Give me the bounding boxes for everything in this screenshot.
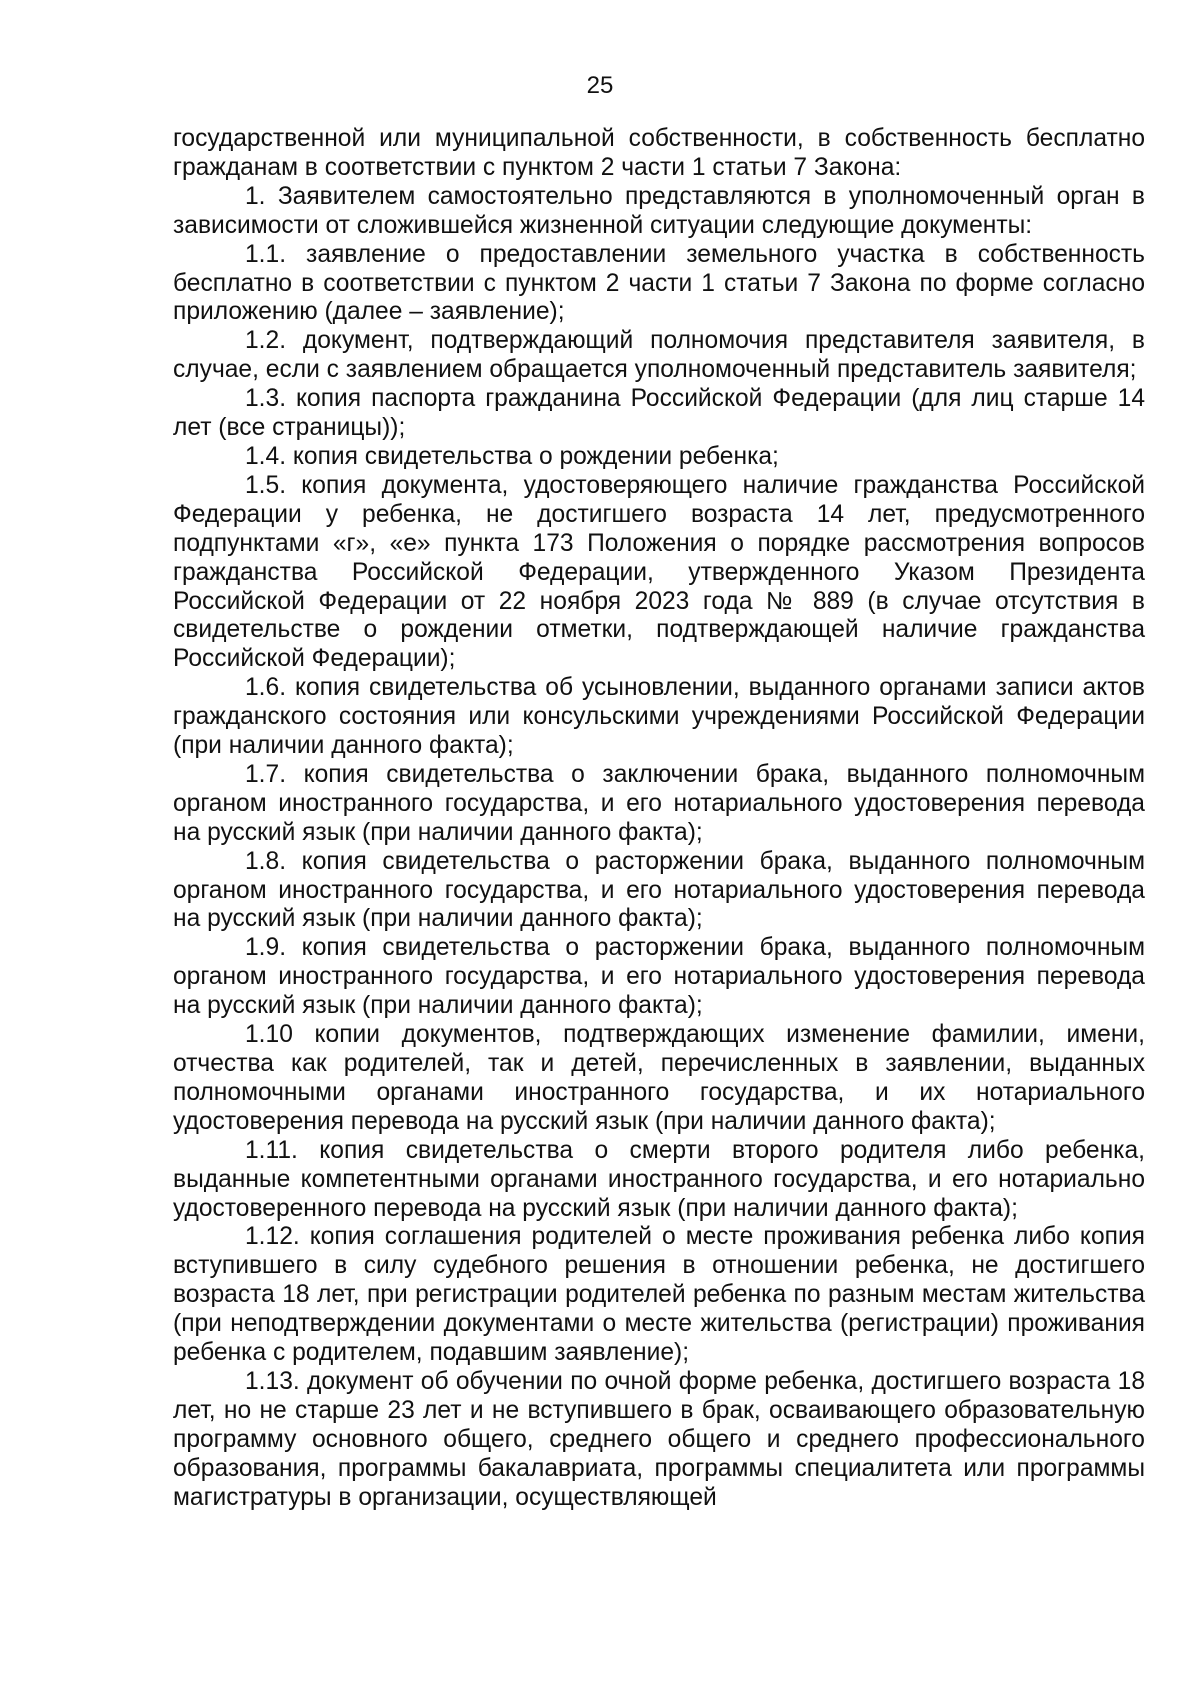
paragraph-item-1: 1. Заявителем самостоятельно представляются в уполномоченный орган в зависимости от сложившейся жизненной ситуации следующие документы: [173,182,1145,239]
paragraph-item-1-5: 1.5. копия документа, удостоверяющего наличие гражданства Российской Федерации у ребенка, не достигшего возраста 14 лет, предусмотренного подпунктами «г», «е» пункта 173 Положения о порядке рассмотрения вопросов гражданства Российской Федерации, утвержденного Указом Президента Российской Федерации от 22 ноября 2023 года № 889 (в случае отсутствия в свидетельстве о рождении отметки, подтверждающей наличие гражданства Российской Федерации); [173,471,1145,673]
paragraph-item-1-13: 1.13. документ об обучении по очной форме ребенка, достигшего возраста 18 лет, но не старше 23 лет и не вступившего в брак, осваивающего образовательную программу основного общего, среднего общего и среднего профессионального образования, программы бакалавриата, программы специалитета или программы магистратуры в организации, осуществляющей [173,1367,1145,1511]
page-number: 25 [586,72,614,99]
document-body [173,125,1145,1513]
paragraph-item-1-2: 1.2. документ, подтверждающий полномочия представителя заявителя, в случае, если с заявлением обращается уполномоченный представитель заявителя; [173,327,1145,384]
paragraph-item-1-9: 1.9. копия свидетельства о расторжении брака, выданного полномочным органом иностранного государства, и его нотариального удостоверения перевода на русский язык (при наличии данного факта); [173,934,1145,1020]
paragraph-item-1-3: 1.3. копия паспорта гражданина Российской Федерации (для лиц старше 14 лет (все страницы)); [173,385,1145,442]
paragraph-item-1-12: 1.12. копия соглашения родителей о месте проживания ребенка либо копия вступившего в силу судебного решения в отношении ребенка, не достигшего возраста 18 лет, при регистрации родителей ребенка по разным местам жительства (при неподтверждении документами о месте жительства (регистрации) проживания ребенка с родителем, подавшим заявление); [173,1223,1145,1367]
paragraph-item-1-6: 1.6. копия свидетельства об усыновлении, выданного органами записи актов гражданского состояния или консульскими учреждениями Российской Федерации (при наличии данного факта); [173,674,1145,760]
paragraph-item-1-10: 1.10 копии документов, подтверждающих изменение фамилии, имени, отчества как родителей, так и детей, перечисленных в заявлении, выданных полномочными органами иностранного государства, и их нотариального удостоверения перевода на русский язык (при наличии данного факта); [173,1021,1145,1135]
paragraph-item-1-11: 1.11. копия свидетельства о смерти второго родителя либо ребенка, выданные компетентными органами иностранного государства, и его нотариально удостоверенного перевода на русский язык (при наличии данного факта); [173,1136,1145,1222]
paragraph-item-1-7: 1.7. копия свидетельства о заключении брака, выданного полномочным органом иностранного государства, и его нотариального удостоверения перевода на русский язык (при наличии данного факта); [173,760,1145,846]
paragraph-item-1-8: 1.8. копия свидетельства о расторжении брака, выданного полномочным органом иностранного государства, и его нотариального удостоверения перевода на русский язык (при наличии данного факта); [173,847,1145,933]
paragraph-continuation: государственной или муниципальной собственности, в собственность бесплатно гражданам в соответствии с пунктом 2 части 1 статьи 7 Закона: [173,125,1145,181]
paragraph-item-1-1: 1.1. заявление о предоставлении земельного участка в собственность бесплатно в соответствии с пунктом 2 части 1 статьи 7 Закона по форме согласно приложению (далее – заявление); [173,240,1145,326]
paragraph-item-1-4: 1.4. копия свидетельства о рождении ребенка; [245,442,779,470]
